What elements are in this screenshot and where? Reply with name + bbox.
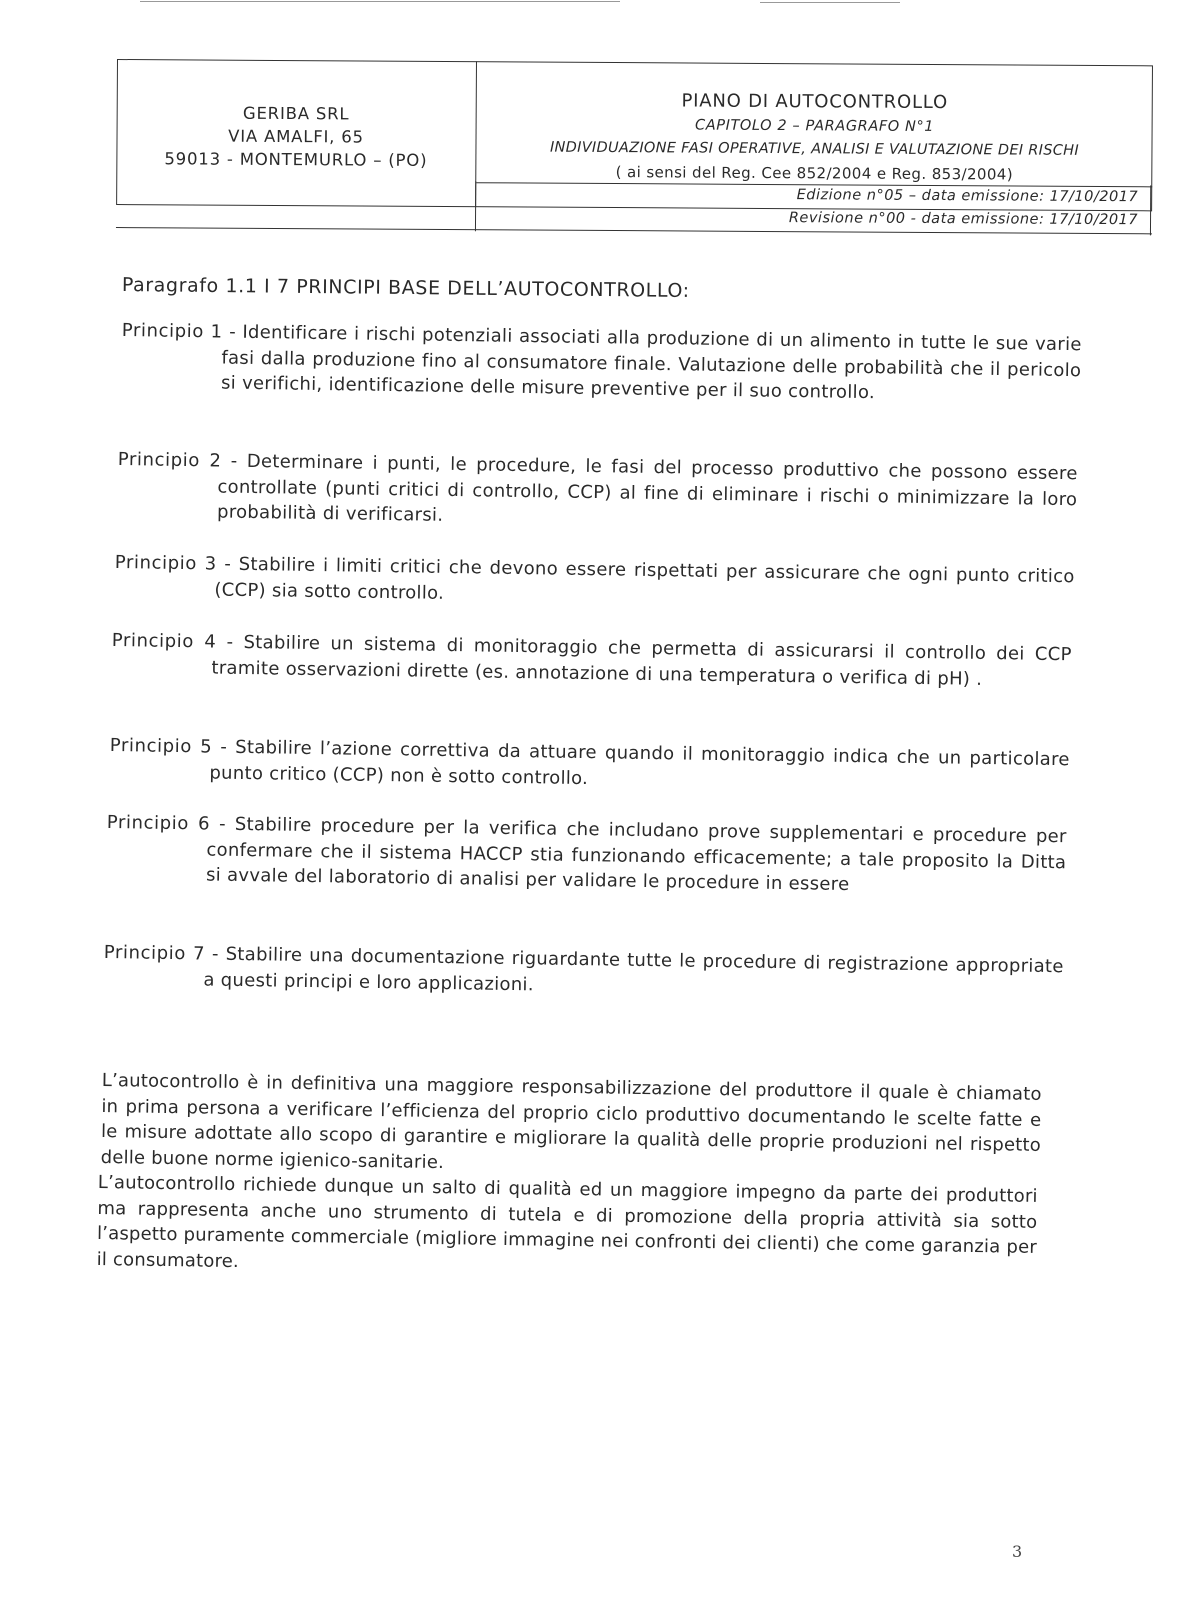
principle-text: Stabilire i limiti critici che devono essere rispettati per assicurare che ogni punto critico (CCP) sia sotto controllo. [214, 553, 1075, 604]
company-name: GERIBA SRL [242, 103, 350, 123]
plan-regulation: ( ai sensi del Reg. Cee 852/2004 e Reg. 853/2004) [615, 163, 1014, 184]
edition-line: Edizione n°05 – data emissione: 17/10/2017 [796, 187, 1139, 206]
principle-label: Principio 6 [106, 811, 211, 835]
revision-line: Revisione n°00 - data emissione: 17/10/2017 [788, 210, 1139, 229]
company-address: VIA AMALFI, 65 [228, 126, 364, 147]
principle-4: Principio 4 - Stabilire un sistema di monitoraggio che permetta di assicurarsi il controllo dei CCP tramite osservazioni dirette (es. annotazione di una temperatura o verifica di pH) . [111, 629, 1072, 690]
principle-text: Determinare i punti, le procedure, le fasi del processo produttivo che possono essere controllate (punti critici di controllo, CCP) al fine di eliminare i rischi o minimizzare la loro probabilità di verificarsi. [216, 450, 1078, 526]
principle-text: Identificare i rischi potenziali associati alla produzione di un alimento in tutte le sue varie fasi dalla produzione fino al consumatore finale. Valutazione delle probabilità che il pericolo si verifichi, identificazione delle misure preventive per il suo controllo. [220, 321, 1082, 404]
principle-6: Principio 6 - Stabilire procedure per la verifica che includano prove supplementari e procedure per confermare che il sistema HACCP stia funzionando efficacemente; a tale proposito la Ditta si avvale del laboratorio di analisi per validare le procedure in essere [106, 811, 1067, 896]
page-number: 3 [1012, 1542, 1023, 1561]
company-city: 59013 - MONTEMURLO – (PO) [164, 148, 428, 170]
plan-scope: INDIVIDUAZIONE FASI OPERATIVE, ANALISI E VALUTAZIONE DEI RISCHI [549, 139, 1080, 159]
plan-chapter: CAPITOLO 2 – PARAGRAFO N°1 [694, 117, 935, 135]
plan-title: PIANO DI AUTOCONTROLLO [681, 90, 949, 114]
principle-label: Principio 4 [111, 629, 217, 653]
principle-text: Stabilire procedure per la verifica che includano prove supplementari e procedure per confermare che il sistema HACCP stia funzionando efficacemente; a tale proposito la Ditta si avvale del laboratorio di analisi per validare le procedure in essere [205, 813, 1067, 896]
principle-2: Principio 2 - Determinare i punti, le procedure, le fasi del processo produttivo che possono essere controllate (punti critici di controllo, CCP) al fine di eliminare i rischi o minimizzare la loro probabilità di verificarsi. [117, 448, 1078, 526]
principle-label: Principio 3 [114, 551, 217, 575]
principle-label: Principio 7 [103, 941, 206, 965]
principle-1: Principio 1 - Identificare i rischi potenziali associati alla produzione di un alimento in tutte le sue varie fasi dalla produzione fino al consumatore finale. Valutazione delle probabilità che il pericolo si verifichi, identificazione delle misure preventive per il suo controllo. [121, 319, 1082, 404]
principle-text: Stabilire l’azione correttiva da attuare quando il monitoraggio indica che un particolare punto critico (CCP) non è sotto controllo. [209, 736, 1070, 789]
principle-label: Principio 2 [117, 448, 222, 472]
principle-5: Principio 5 - Stabilire l’azione correttiva da attuare quando il monitoraggio indica che un particolare punto critico (CCP) non è sotto controllo. [109, 734, 1070, 789]
closing-paragraph-1: L’autocontrollo è in definitiva una maggiore responsabilizzazione del produttore il quale è chiamato in prima persona a verificare l’efficienza del proprio ciclo produttivo documentando le scelte fatte e le misure adottate allo scopo di garantire e migliorare la qualità delle proprie produzioni nel rispetto delle buone norme igienico-sanitarie. [100, 1069, 1042, 1173]
principle-3: Principio 3 - Stabilire i limiti critici che devono essere rispettati per assicurare che ogni punto critico (CCP) sia sotto controllo. [114, 551, 1075, 604]
principle-text: Stabilire un sistema di monitoraggio che permetta di assicurarsi il controllo dei CCP tramite osservazioni dirette (es. annotazione di una temperatura o verifica di pH) . [211, 631, 1072, 690]
closing-paragraph-2: L’autocontrollo richiede dunque un salto di qualità ed un maggiore impegno da parte dei produttori ma rappresenta anche uno strumento di tutela e di promozione della propria attività sia sotto l’aspetto puramente commerciale (migliore immagine nei confronti dei clienti) che come garanzia per il consumatore. [96, 1171, 1038, 1272]
principle-label: Principio 5 [109, 734, 213, 758]
principle-7: Principio 7 - Stabilire una documentazione riguardante tutte le procedure di registrazione appropriate a questi principi e loro applicazioni. [103, 941, 1064, 995]
principle-text: Stabilire una documentazione riguardante tutte le procedure di registrazione appropriate a questi principi e loro applicazioni. [203, 943, 1064, 995]
section-title: Paragrafo 1.1 I 7 PRINCIPI BASE DELL’AUTOCONTROLLO: [121, 274, 690, 302]
principle-label: Principio 1 [121, 319, 223, 343]
